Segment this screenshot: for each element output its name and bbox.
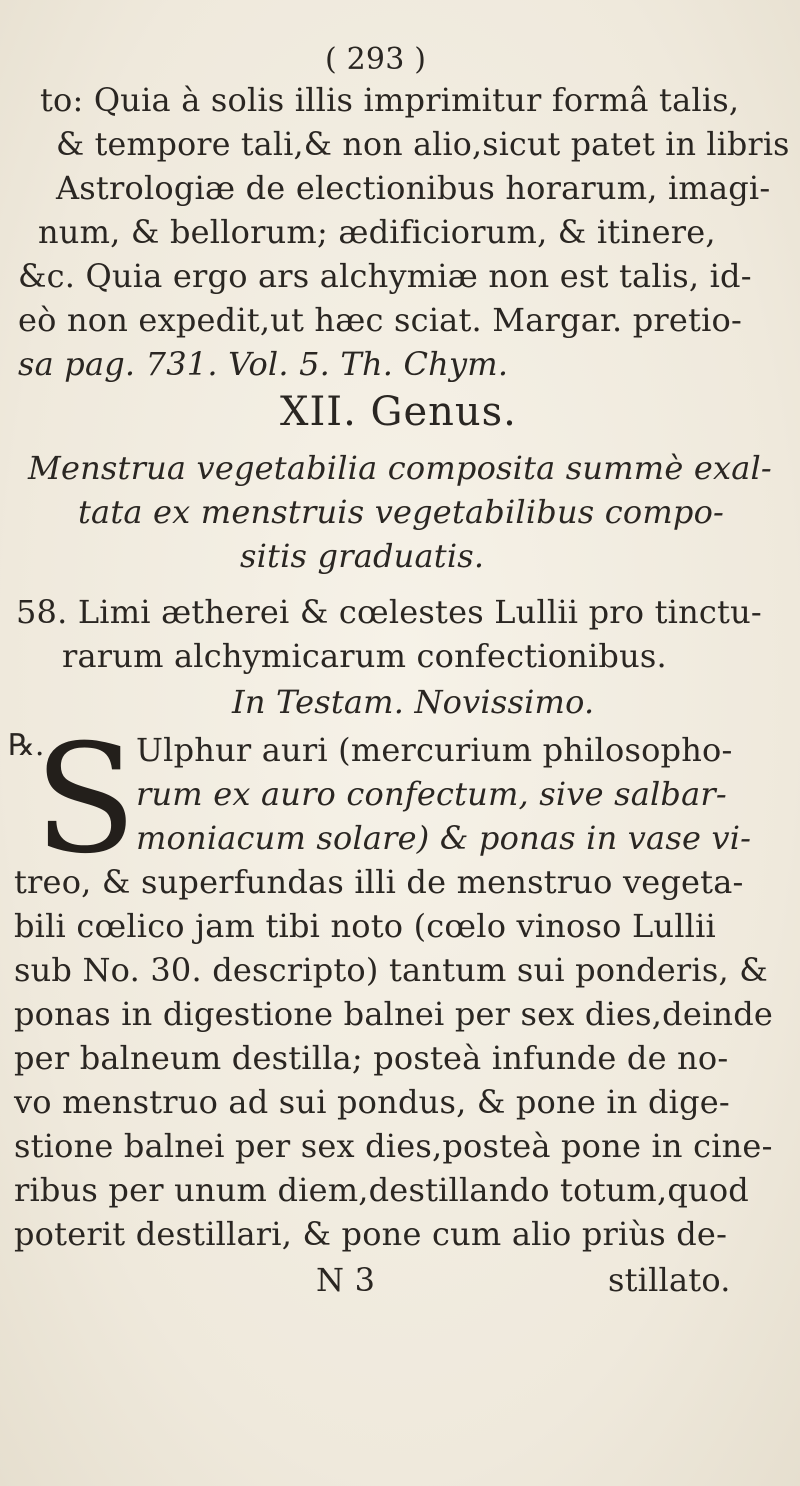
recipe-line-6: sub No. 30. descripto) tantum sui ponderis, & — [14, 951, 768, 989]
genus-description-1: Menstrua vegetabilia composita summè exal- — [28, 449, 772, 487]
text-line-1: to: Quia à solis illis imprimitur formâ talis, — [40, 81, 740, 119]
text-line-2: & tempore tali,& non alio,sicut patet in libris — [56, 125, 790, 163]
section-58-line-2: rarum alchymicarum confectionibus. — [62, 637, 667, 675]
section-heading: XII. Genus. — [280, 389, 517, 435]
text-line-4: num, & bellorum; ædificiorum, & itinere, — [38, 213, 716, 251]
recipe-line-3: moniacum solare) & ponas in vase vi- — [136, 819, 752, 857]
drop-cap: S — [34, 713, 137, 887]
recipe-line-8: per balneum destilla; posteà infunde de no- — [14, 1039, 729, 1077]
recipe-line-5: bili cœlico jam tibi noto (cœlo vinoso Lullii — [14, 907, 716, 945]
page-number: ( 293 ) — [325, 42, 427, 77]
text-line-7: sa pag. 731. Vol. 5. Th. Chym. — [18, 345, 509, 383]
recipe-line-7: ponas in digestione balnei per sex dies,deinde — [14, 995, 774, 1033]
recipe-line-9: vo menstruo ad sui pondus, & pone in dige- — [14, 1083, 730, 1121]
section-58-line-1: 58. Limi ætherei & cœlestes Lullii pro tinctu- — [16, 593, 762, 631]
recipe-line-12: poterit destillari, & pone cum alio priùs de- — [14, 1215, 728, 1253]
in-testam-line: In Testam. Novissimo. — [232, 683, 595, 721]
catchword: stillato. — [608, 1261, 731, 1299]
genus-description-2: tata ex menstruis vegetabilibus compo- — [78, 493, 725, 531]
text-line-5: &c. Quia ergo ars alchymiæ non est talis, id- — [18, 257, 752, 295]
recipe-line-11: ribus per unum diem,destillando totum,quod — [14, 1171, 749, 1209]
text-line-3: Astrologiæ de electionibus horarum, imagi- — [56, 169, 771, 207]
signature-mark: N 3 — [316, 1261, 376, 1299]
recipe-line-4: treo, & superfundas illi de menstruo vegeta- — [14, 863, 744, 901]
recipe-line-2: rum ex auro confectum, sive salbar- — [136, 775, 727, 813]
recipe-line-10: stione balnei per sex dies,posteà pone in cine- — [14, 1127, 773, 1165]
recipe-symbol-icon: ℞. — [8, 728, 45, 763]
recipe-line-1: Ulphur auri (mercurium philosopho- — [136, 731, 733, 769]
text-line-6: eò non expedit,ut hæc sciat. Margar. pretio- — [18, 301, 742, 339]
genus-description-3: sitis graduatis. — [240, 537, 485, 575]
